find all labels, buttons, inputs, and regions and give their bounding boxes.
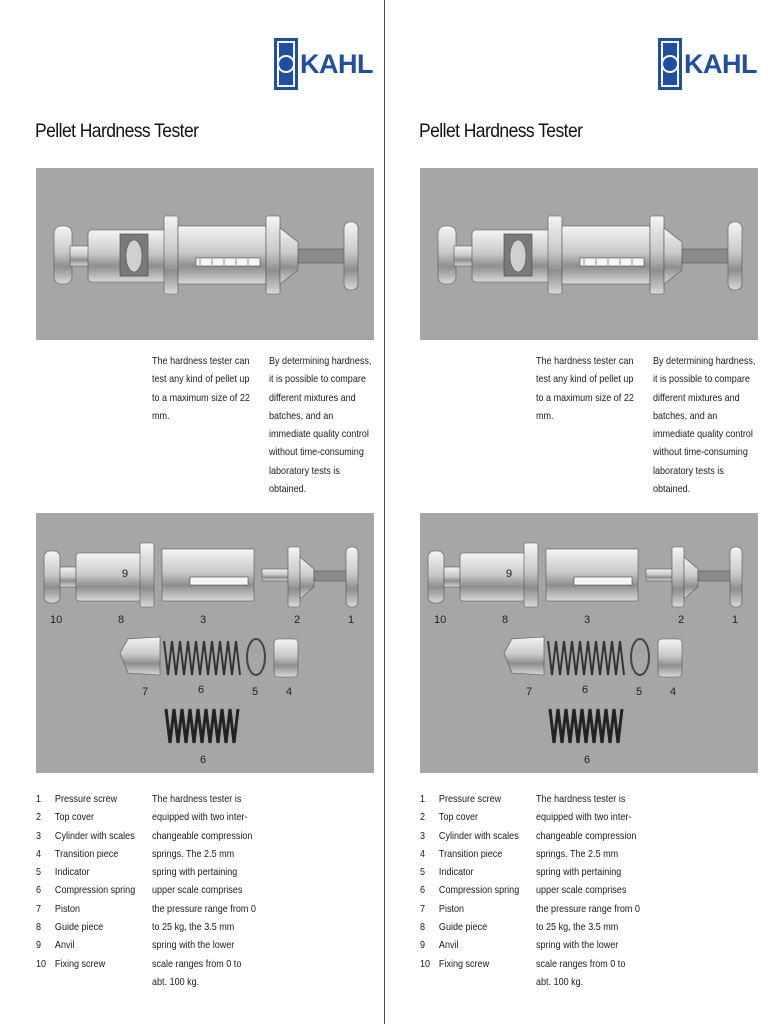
parts-legend-item: 4 Transition piece [36, 847, 119, 860]
parts-legend-item: 7 Piston [36, 902, 81, 915]
photo-label-6a: 6 [198, 684, 205, 696]
logo-wordmark: KAHL [300, 49, 373, 79]
parts-legend-item: 7 Piston [420, 902, 465, 915]
parts-legend-item: 10 Fixing screw [420, 957, 490, 970]
photo-label-3: 3 [584, 614, 591, 626]
parts-legend-item: 5 Indicator [420, 866, 474, 879]
photo-label-2: 2 [678, 614, 685, 626]
parts-legend-item: 1 Pressure screw [420, 793, 502, 805]
spring-description: The hardness tester is equipped with two inter-changeable compression springs. The 2.5 mm spring with pertaining upper scale comprises the pressure range from 0 to 25 kg, the 3.5 mm spring with the lower scale ranges from 0 to abt. 100 kg. [536, 793, 640, 988]
photo-label-2: 2 [294, 614, 301, 626]
photo-label-7: 7 [142, 686, 149, 698]
parts-legend [36, 790, 135, 973]
photo-label-6b: 6 [200, 754, 207, 766]
parts-legend [420, 790, 519, 973]
page-title: Pellet Hardness Tester [35, 121, 199, 142]
photo-label-4: 4 [286, 686, 293, 698]
parts-legend-item: 5 Indicator [36, 866, 90, 879]
logo-wordmark: KAHL [684, 49, 757, 79]
exploded-parts-photo [420, 513, 758, 773]
parts-legend-item: 9 Anvil [36, 939, 75, 952]
photo-label-9: 9 [506, 568, 513, 580]
spring-description: The hardness tester is equipped with two inter-changeable compression springs. The 2.5 mm spring with pertaining upper scale comprises the pressure range from 0 to 25 kg, the 3.5 mm spring with the lower scale ranges from 0 to abt. 100 kg. [152, 793, 256, 988]
parts-legend-item: 2 Top cover [36, 811, 95, 824]
parts-legend-item: 1 Pressure screw [36, 793, 118, 805]
brochure-page-right [384, 0, 768, 1024]
photo-label-3: 3 [200, 614, 207, 626]
kahl-logo [658, 38, 758, 90]
exploded-parts-photo [36, 513, 374, 773]
photo-label-10: 10 [434, 614, 447, 626]
caption-benefits: By determining hardness, it is possible to compare different mixtures and batches, and an immediate quality control without time-consuming laboratory tests is obtained. [653, 355, 756, 496]
kahl-logo [274, 38, 374, 90]
parts-legend-item: 4 Transition piece [420, 847, 503, 860]
photo-label-8: 8 [118, 614, 125, 626]
photo-label-5: 5 [252, 686, 259, 698]
parts-legend-item: 3 Cylinder with scales [36, 829, 135, 842]
photo-label-6a: 6 [582, 684, 589, 696]
caption-capacity: The hardness tester can test any kind of pellet up to a maximum size of 22 mm. [152, 355, 250, 422]
parts-legend-item: 8 Guide piece [36, 921, 104, 934]
parts-legend-item: 8 Guide piece [420, 921, 488, 934]
parts-legend-item: 9 Anvil [420, 939, 459, 952]
page-title: Pellet Hardness Tester [419, 121, 583, 142]
caption-capacity: The hardness tester can test any kind of pellet up to a maximum size of 22 mm. [536, 355, 634, 422]
photo-label-1: 1 [348, 614, 355, 626]
parts-legend-item: 2 Top cover [420, 811, 479, 824]
photo-label-5: 5 [636, 686, 643, 698]
parts-legend-item: 3 Cylinder with scales [420, 829, 519, 842]
caption-benefits: By determining hardness, it is possible to compare different mixtures and batches, and an immediate quality control without time-consuming laboratory tests is obtained. [269, 355, 372, 496]
photo-label-4: 4 [670, 686, 677, 698]
photo-label-8: 8 [502, 614, 509, 626]
photo-label-7: 7 [526, 686, 533, 698]
kahl-logo-icon [274, 38, 298, 90]
photo-label-9: 9 [122, 568, 129, 580]
photo-label-1: 1 [732, 614, 739, 626]
assembled-tester-photo [420, 168, 758, 340]
photo-label-10: 10 [50, 614, 63, 626]
photo-label-6b: 6 [584, 754, 591, 766]
parts-legend-item: 10 Fixing screw [36, 957, 106, 970]
kahl-logo-icon [658, 38, 682, 90]
parts-legend-item: 6 Compression spring [420, 884, 520, 897]
parts-legend-item: 6 Compression spring [36, 884, 136, 897]
assembled-tester-photo [36, 168, 374, 340]
